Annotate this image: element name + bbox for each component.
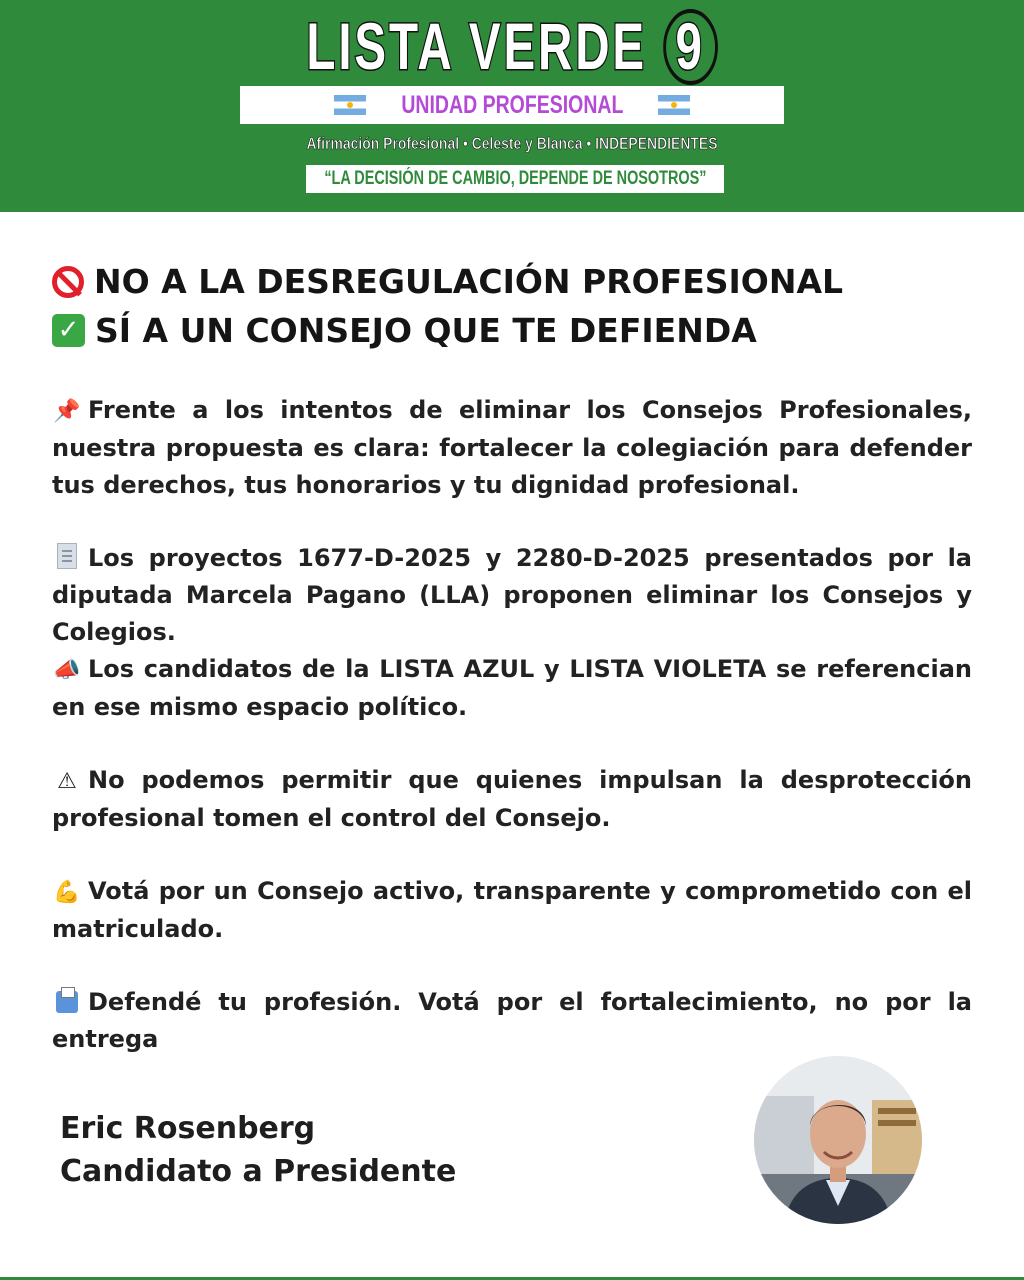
argentina-flag-icon [334,95,366,115]
paragraph-intro [52,392,972,504]
paragraph-text: Los proyectos 1677-D-2025 y 2280-D-2025 presentados por la diputada Marcela Pagano (LLA) proponen eliminar los Consejos y Colegios. [52,544,972,646]
paragraph-lists [52,651,972,726]
paragraph-text: Los candidatos de la LISTA AZUL y LISTA VIOLETA se referencian en ese mismo espacio político. [52,655,972,721]
list-number-badge: 9 [663,9,718,85]
document-icon [57,543,77,569]
paragraph-text: No podemos permitir que quienes impulsan la desprotección profesional tomen el control del Consejo. [52,766,972,832]
paragraph-text: Votá por un Consejo activo, transparente y comprometido con el matriculado. [52,877,972,943]
list-title-text: LISTA VERDE [306,9,648,83]
paragraph-projects [52,540,972,651]
megaphone-icon: 📣 [53,658,81,683]
candidate-photo [754,1056,922,1224]
check-mark-icon: ✓ [52,314,85,347]
slogan-text: “LA DECISIÓN DE CAMBIO, DEPENDE DE NOSOTROS” [323,168,707,189]
paragraph-text: Defendé tu profesión. Votá por el fortalecimiento, no por la entrega [52,988,972,1053]
list-title [143,8,880,85]
pushpin-icon: 📌 [53,399,81,424]
paragraph-warning [52,762,972,837]
candidate-role: Candidato a Presidente [60,1154,457,1189]
heading-yes [52,311,757,350]
heading-text: SÍ A UN CONSEJO QUE TE DEFIENDA [95,311,757,350]
subtitle-bar [240,86,784,124]
argentina-flag-icon [658,95,690,115]
ballot-box-icon [56,991,78,1013]
heading-no [52,262,843,301]
candidate-portrait [754,1056,922,1224]
paragraph-defend [52,984,972,1058]
header-banner [0,0,1024,212]
parties-line: Afirmación Profesional • Celeste y Blanca • INDEPENDIENTES [306,134,718,153]
no-entry-icon [52,266,84,298]
paragraph-text: Frente a los intentos de eliminar los Consejos Profesionales, nuestra propuesta es clara: fortalecer la colegiación para defender tus derechos, tus honorarios y tu dignidad profesional. [52,396,972,499]
candidate-name: Eric Rosenberg [60,1111,316,1146]
subtitle-text: UNIDAD PROFESIONAL [400,90,624,119]
paragraph-vote [52,873,972,948]
slogan-bar [306,165,724,193]
flexed-biceps-icon: 💪 [53,880,81,905]
warning-icon: ⚠ [57,769,77,794]
heading-text: NO A LA DESREGULACIÓN PROFESIONAL [94,262,844,301]
